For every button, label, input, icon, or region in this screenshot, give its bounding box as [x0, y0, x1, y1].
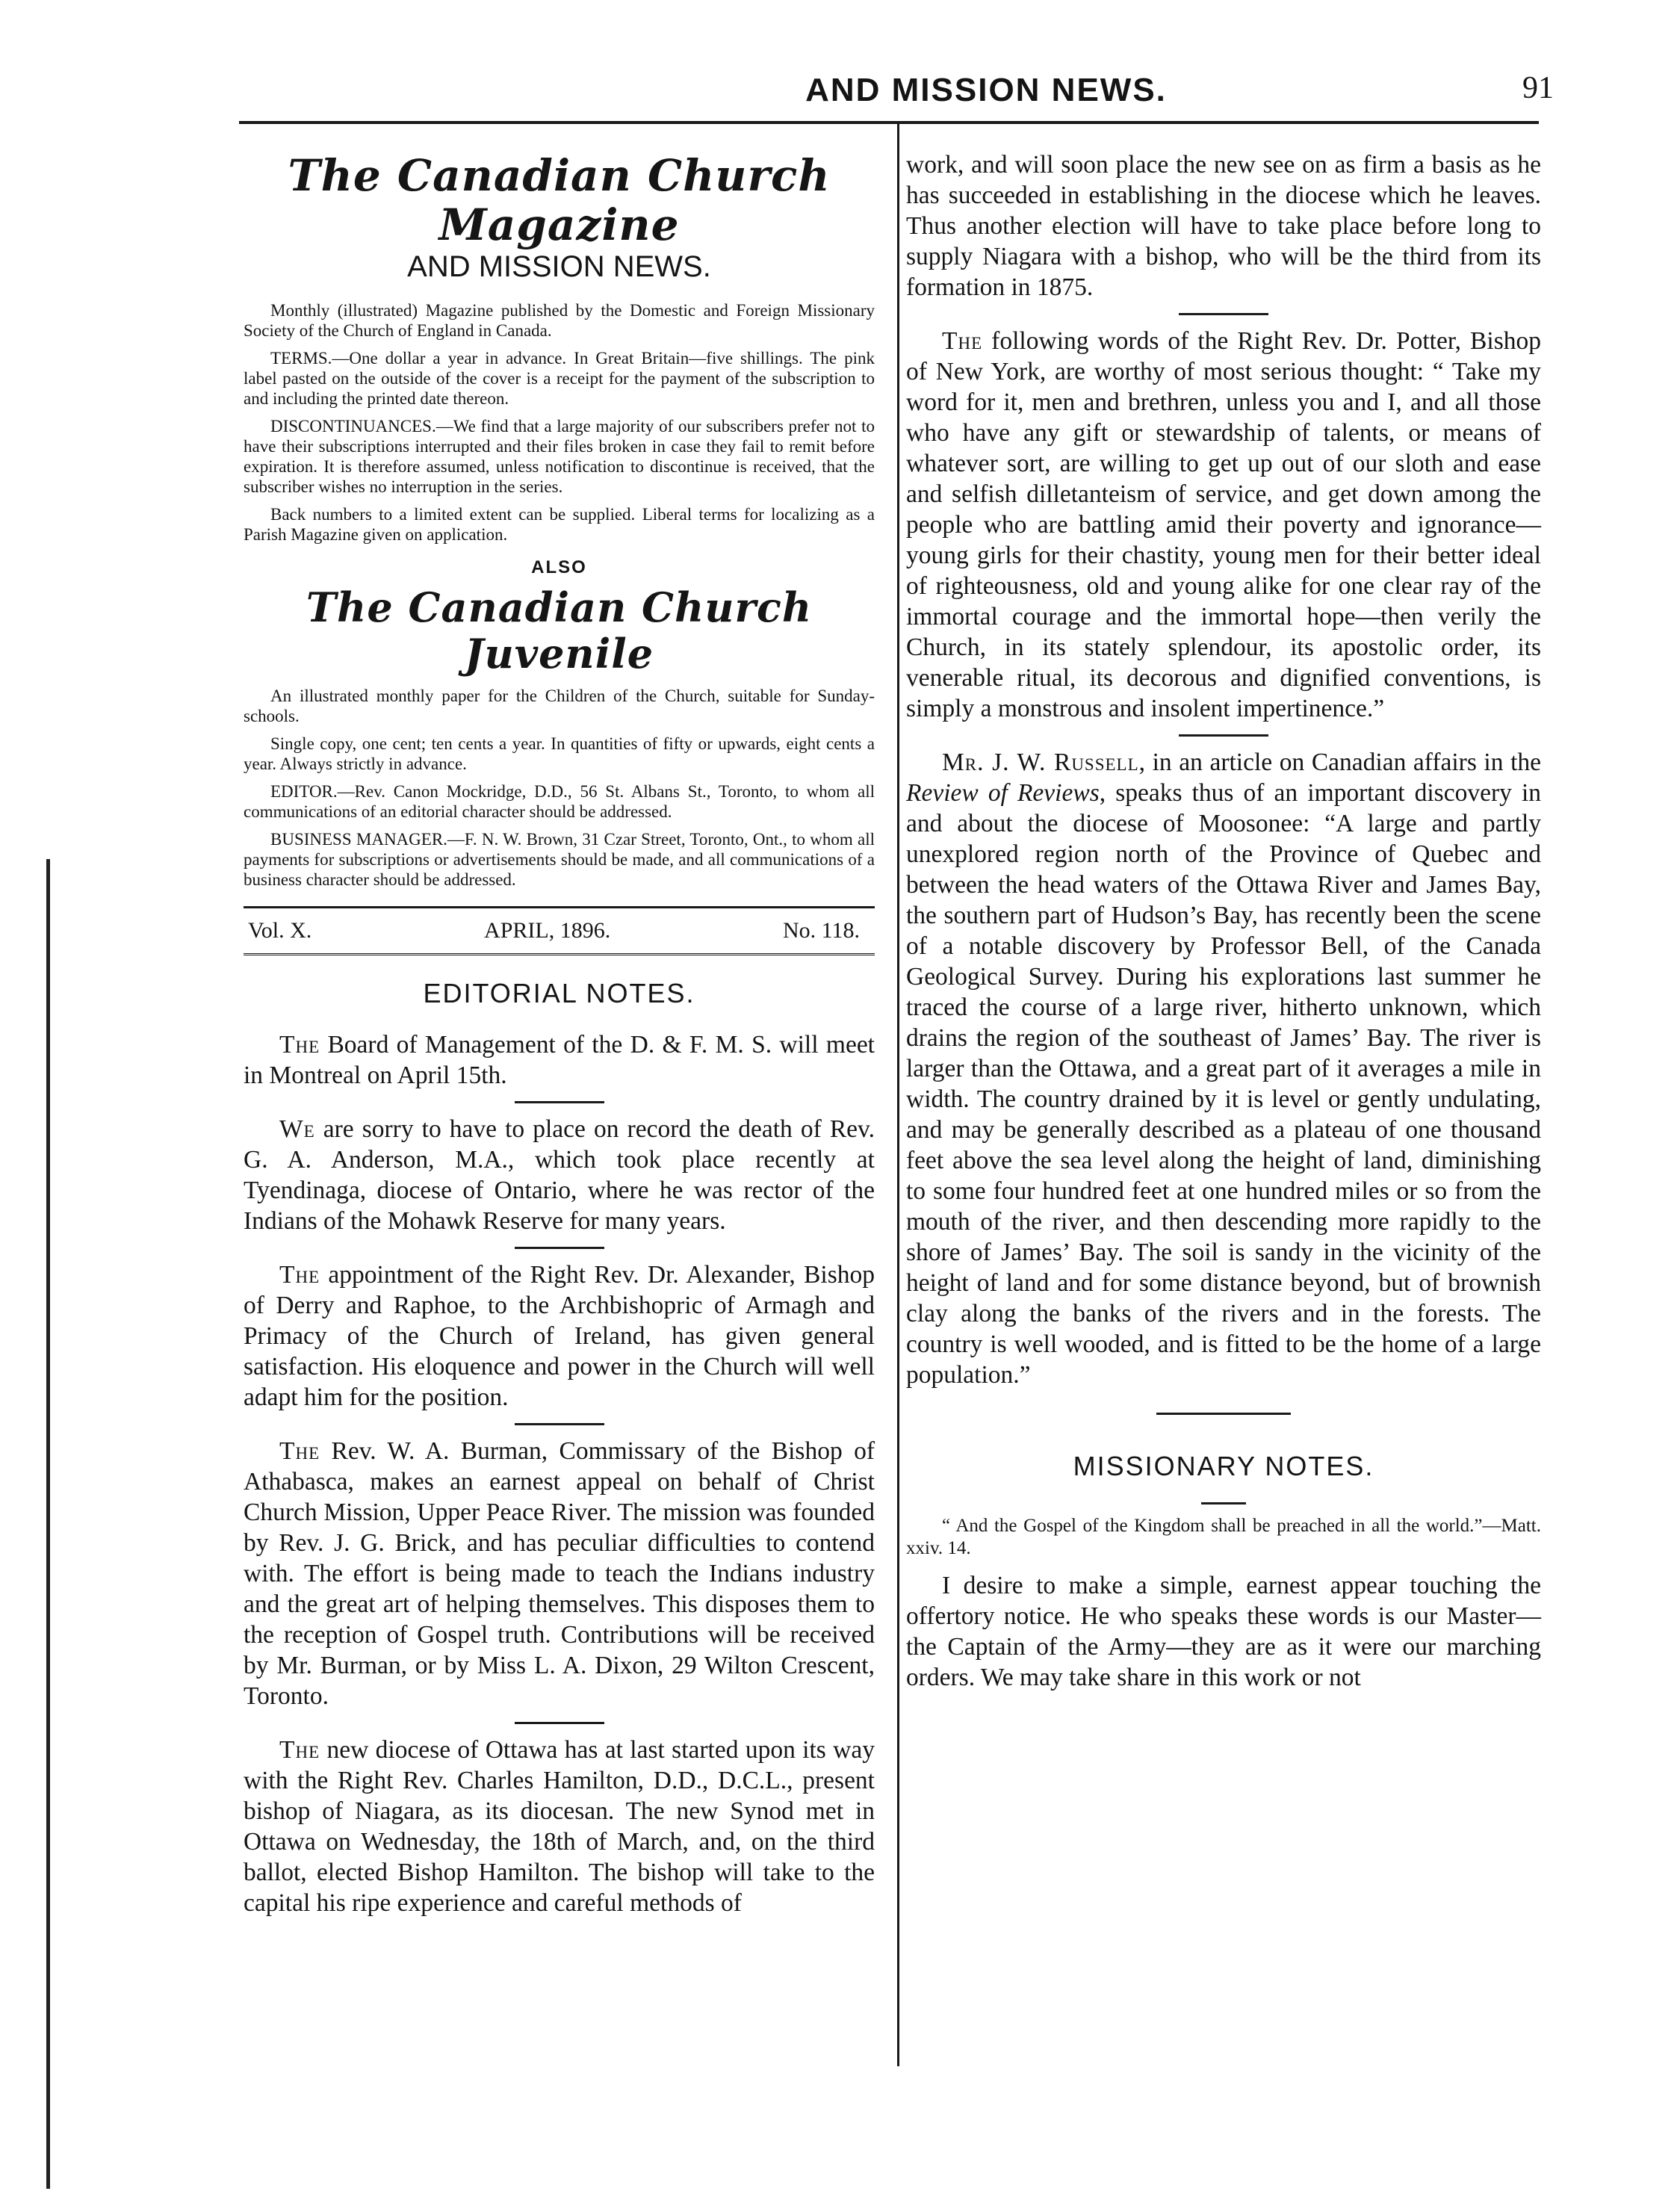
juvenile-description: An illustrated monthly paper for the Children of the Church, suitable for Sunday-schools. [244, 687, 875, 725]
editor-notice: EDITOR.—Rev. Canon Mockridge, D.D., 56 St. Albans St., Toronto, to whom all communications of an editorial character should be addressed. [244, 782, 875, 821]
issue-number: No. 118. [782, 918, 860, 943]
juvenile-title: The Canadian Church Juvenile [306, 583, 813, 678]
separator-rule [515, 1722, 604, 1724]
separator-rule [515, 1247, 604, 1249]
editorial-paragraph: The Board of Management of the D. & F. M. S. will meet in Montreal on April 15th. [244, 1031, 875, 1089]
editorial-paragraph: The new diocese of Ottawa has at last started upon its way with the Right Rev. Charles Hamilton, D.D., D.C.L., present bishop of Niagara, as its diocesan. The new Synod met in Ottawa on Wednesday, the 18th of March, and, on the third ballot, elected Bishop Hamilton. The bishop will take to the capital his ripe experience and careful methods of [244, 1736, 875, 1917]
separator-rule [1201, 1502, 1246, 1504]
continuation-paragraph: work, and will soon place the new see on as firm a basis as he has succeeded in establishing in the diocese which he leaves. Thus another election will have to take place before long to supply Niagara with a bishop, who will be the third from its formation in 1875. [906, 151, 1541, 301]
masthead-subtitle: AND MISSION NEWS. [407, 250, 711, 283]
also-label: ALSO [531, 557, 587, 577]
scripture-epigraph: “ And the Gospel of the Kingdom shall be preached in all the world.”—Matt. xxiv. 14. [906, 1516, 1541, 1558]
missionary-paragraph: I desire to make a simple, earnest appear touching the offertory notice. He who speaks these words is our Master—the Captain of the Army—they are as it were our marching orders. We may take share in this work or not [906, 1572, 1541, 1691]
business-manager-notice: BUSINESS MANAGER.—F. N. W. Brown, 31 Czar Street, Toronto, Ont., to whom all payments for subscriptions or advertisements should be made, and all communications of a business character should be addressed. [244, 830, 875, 889]
issue-volume: Vol. X. [248, 918, 312, 943]
issue-date: APRIL, 1896. [484, 918, 611, 943]
section-rule [1156, 1413, 1291, 1415]
page-header [239, 67, 1554, 120]
editorial-paragraph: The Rev. W. A. Burman, Commissary of the Bishop of Athabasca, makes an earnest appeal on behalf of Christ Church Mission, Upper Peace River. The mission was founded by Rev. J. G. Brick, and has peculiar difficulties to contend with. The effort is being made to teach the Indians industry and the great art of helping themselves. This disposes them to the reception of Gospel truth. Contributions will be received by Mr. Burman, or by Miss L. A. Dixon, 29 Wilton Crescent, Toronto. [244, 1437, 875, 1710]
juvenile-price: Single copy, one cent; ten cents a year. In quantities of fifty or upwards, eight cents a year. Always strictly in advance. [244, 734, 875, 773]
masthead-terms: TERMS.—One dollar a year in advance. In Great Britain—five shillings. The pink label pasted on the outside of the cover is a receipt for the payment of the subscription to and including the printed date thereon. [244, 349, 875, 408]
left-column [244, 149, 875, 1929]
header-rule [239, 121, 1539, 124]
russell-paragraph: Mr. J. W. Russell, in an article on Canadian affairs in the Review of Reviews, speaks thus of an important discovery in and about the diocese of Moosonee: “A large and partly unexplored region north of the Province of Quebec and between the head waters of the Ottawa River and James Bay, the southern part of Hudson’s Bay, has recently been the scene of a notable discovery by Professor Bell, of the Canada Geological Survey. During his explorations last summer he traced the course of a large river, hitherto unknown, which drains the region of the southeast of James’ Bay. The river is larger than the Ottawa, and a great part of it averages a mile in width. The country drained by it is level or gently undulating, and may be generally described as a plateau of one thousand feet above the sea level along the height of land, diminishing to some four hundred feet at one hundred miles or so from the mouth of the river, and then descending more rapidly to the shore of James’ Bay. The soil is sandy in the vicinity of the height of land and for some distance beyond, but of brownish clay along the banks of the rivers and in the forests. The country is well wooded, and is fitted to be the home of a large population.” [906, 749, 1542, 1389]
editorial-paragraph: We are sorry to have to place on record the death of Rev. G. A. Anderson, M.A., which took place recently at Tyendinaga, diocese of Ontario, where he was rector of the Indians of the Mohawk Reserve for many years. [244, 1115, 875, 1235]
masthead-discontinuances: DISCONTINUANCES.—We find that a large majority of our subscribers prefer not to have their subscriptions interrupted and their files broken in case they fail to remit before expiration. It is therefore assumed, unless notification to discontinue is received, that the subscriber wishes no interruption in the series. [244, 417, 875, 496]
column-divider [897, 124, 899, 2066]
masthead-description: Monthly (illustrated) Magazine published by the Domestic and Foreign Missionary Society of the Church of England in Canada. [244, 301, 875, 340]
separator-rule [1179, 734, 1268, 737]
right-column [906, 149, 1541, 1703]
separator-rule [515, 1423, 604, 1425]
masthead-notices [244, 300, 875, 545]
masthead-back-numbers: Back numbers to a limited extent can be supplied. Liberal terms for localizing as a Parish Magazine given on application. [244, 505, 875, 544]
potter-paragraph: The following words of the Right Rev. Dr. Potter, Bishop of New York, are worthy of most serious thought: “ Take my word for it, men and brethren, unless you and I, and all those who have any gift or stewardship of talents, or means of whatever sort, are willing to get up out of our sloth and ease and selfish dilletanteism of service, and get down among the people who are battling amid their poverty and ignorance—young girls for their chastity, young men for their better ideal of righteousness, old and young alike for one clear ray of the immortal courage and the immortal hope—then verily the Church, in its stately splendour, its apostolic order, its venerable ritual, its decorous and dignified conventions, is simply a monstrous and insolent impertinence.” [906, 327, 1541, 722]
issue-line [244, 906, 875, 955]
editorial-heading: EDITORIAL NOTES. [423, 978, 695, 1008]
running-head: AND MISSION NEWS. [805, 72, 1167, 108]
separator-rule [1179, 313, 1268, 315]
separator-rule [515, 1101, 604, 1103]
scan-edge-line [46, 859, 50, 2189]
editorial-paragraph: The appointment of the Right Rev. Dr. Alexander, Bishop of Derry and Raphoe, to the Archbishopric of Armagh and Primacy of the Church of Ireland, has given general satisfaction. His eloquence and power in the Church will well adapt him for the position. [244, 1261, 875, 1411]
missionary-heading: MISSIONARY NOTES. [1073, 1451, 1374, 1481]
masthead-title: The Canadian Church Magazine [288, 150, 831, 250]
juvenile-notices [244, 686, 875, 890]
page-number: 91 [1522, 71, 1554, 105]
